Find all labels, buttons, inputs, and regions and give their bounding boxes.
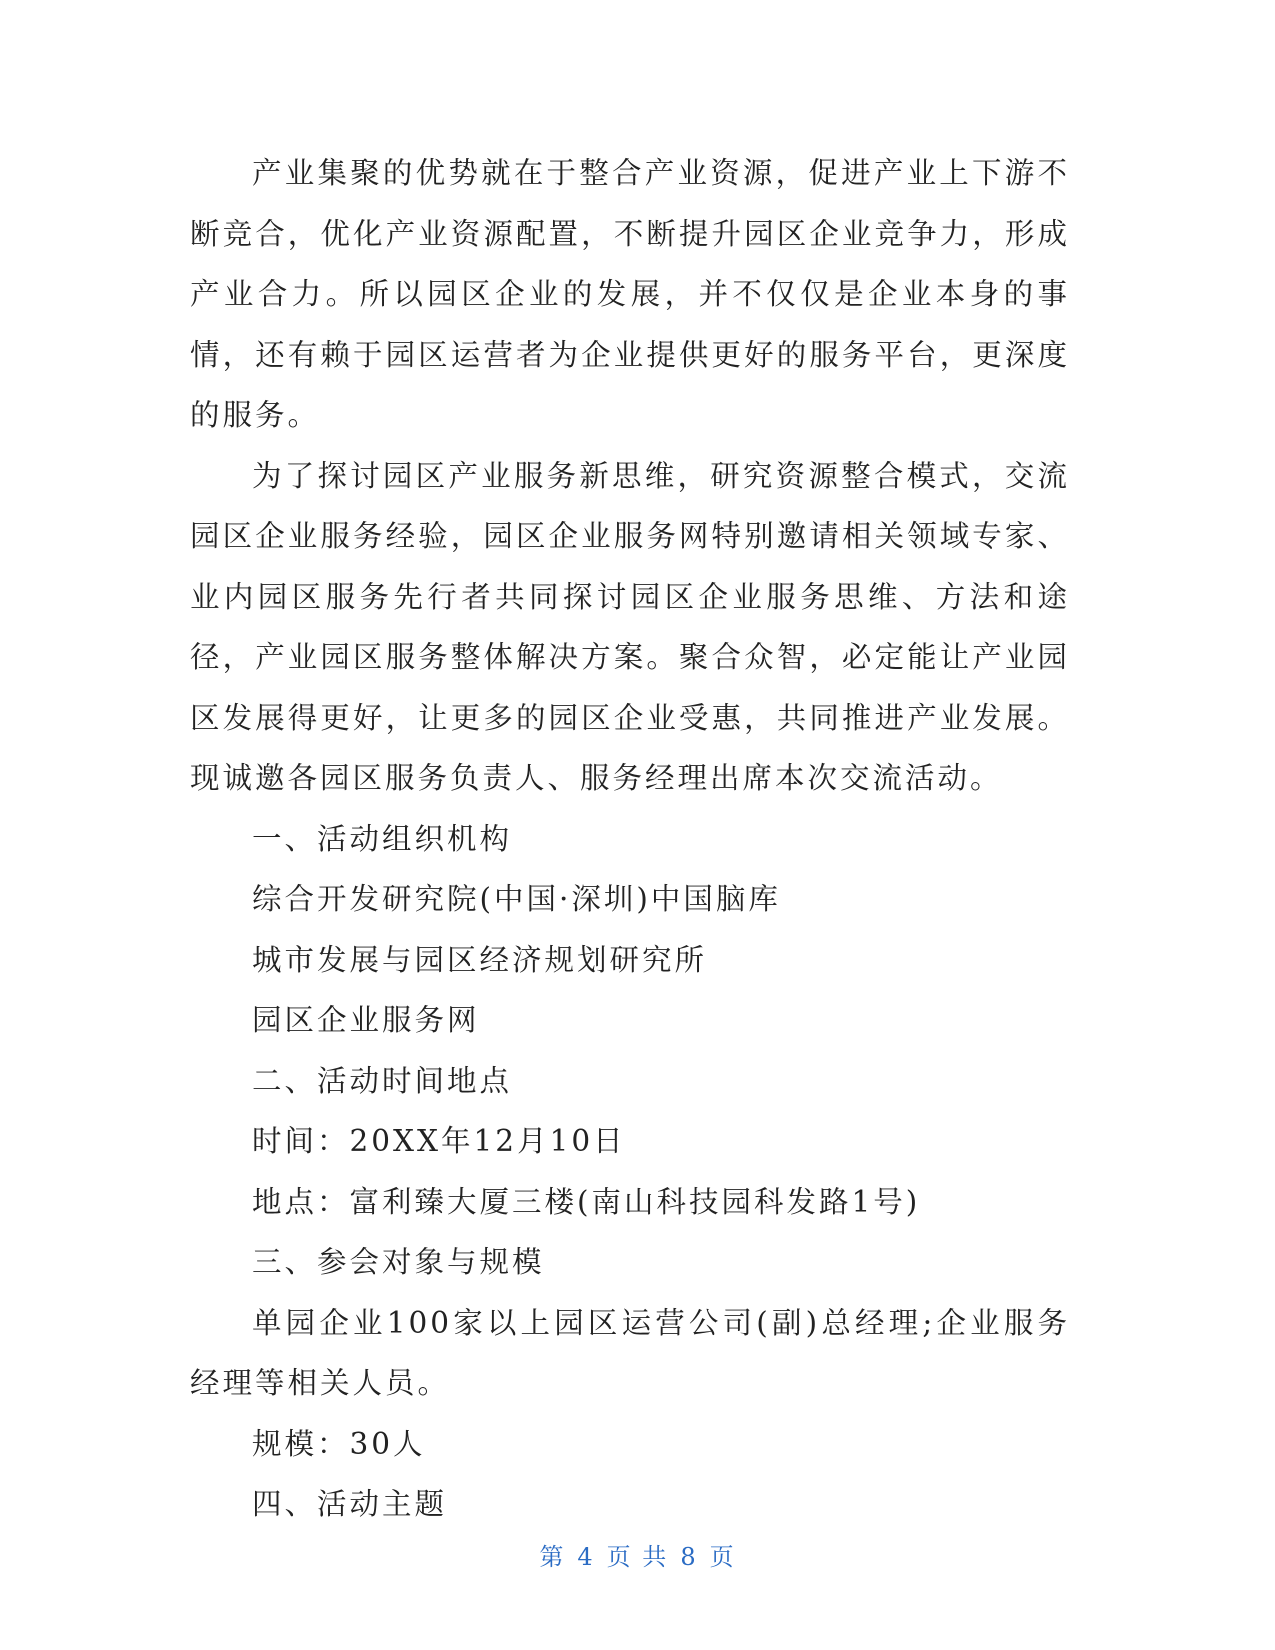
section-heading-organizers: 一、活动组织机构 — [252, 821, 513, 856]
page-suffix: 页 — [709, 1543, 736, 1571]
document-body — [190, 143, 1070, 1535]
page-current: 4 — [577, 1543, 595, 1571]
paragraph-industry-cluster: 产业集聚的优势就在于整合产业资源，促进产业上下游不断竞合，优化产业资源配置，不断提升园区企业竞争力，形成产业合力。所以园区企业的发展，并不仅仅是企业本身的事情，还有赖于园区运营者为企业提供更好的服务平台，更深度的服务。 — [190, 156, 1070, 432]
section-heading-attendees: 三、参会对象与规模 — [252, 1245, 545, 1279]
paragraph-invitation: 为了探讨园区产业服务新思维，研究资源整合模式，交流园区企业服务经验，园区企业服务网特别邀请相关领域专家、业内园区服务先行者共同探讨园区企业服务思维、方法和途径，产业园区服务整体解决方案。聚合众智，必定能让产业园区发展得更好，让更多的园区企业受惠，共同推进产业发展。现诚邀各园区服务负责人、服务经理出席本次交流活动。 — [190, 458, 1070, 795]
page-prefix: 第 — [539, 1543, 566, 1571]
section-heading-theme: 四、活动主题 — [252, 1487, 448, 1521]
organizer-item: 园区企业服务网 — [252, 1003, 480, 1037]
page-total: 8 — [680, 1543, 698, 1571]
event-time: 时间：20XX年12月10日 — [252, 1124, 626, 1158]
event-location: 地点：富利臻大厦三楼(南山科技园科发路1号) — [252, 1184, 921, 1219]
organizer-item: 综合开发研究院(中国·深圳)中国脑库 — [252, 882, 781, 916]
section-heading-time-place: 二、活动时间地点 — [252, 1063, 513, 1098]
organizer-item: 城市发展与园区经济规划研究所 — [252, 942, 708, 977]
attendee-scale: 规模：30人 — [252, 1426, 426, 1461]
attendees-description: 单园企业100家以上园区运营公司(副)总经理;企业服务经理等相关人员。 — [190, 1305, 1070, 1400]
page-number-footer — [0, 1537, 1275, 1572]
page-mid: 页 共 — [606, 1543, 669, 1571]
